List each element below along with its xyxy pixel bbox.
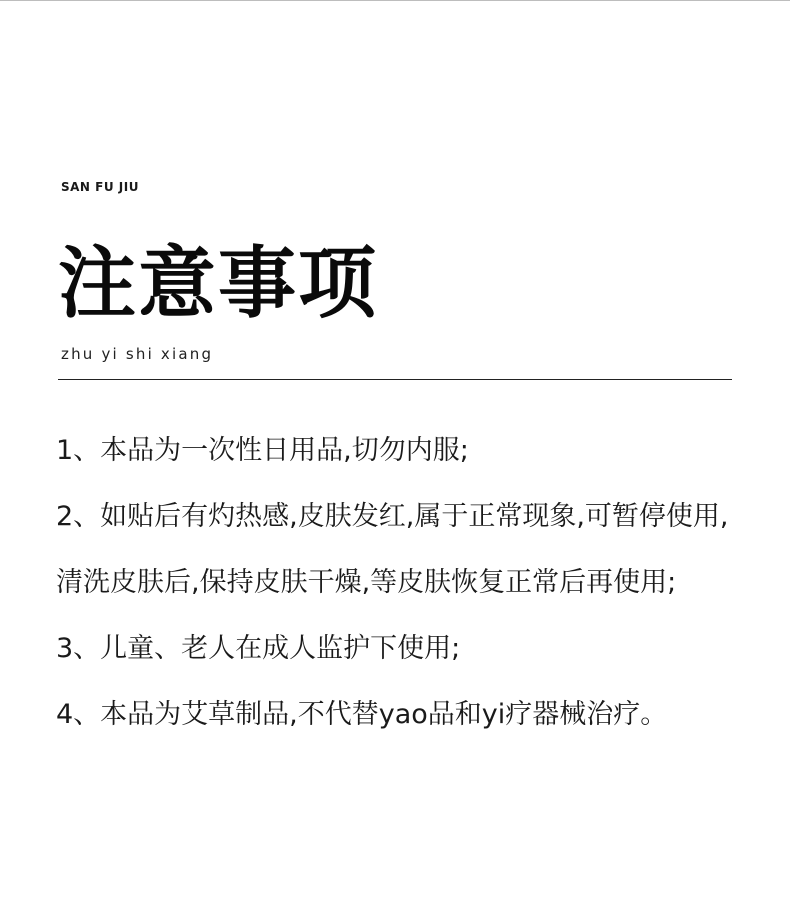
notes-list [56,418,746,748]
top-border [0,0,790,1]
note-item: 4、本品为艾草制品,不代替yao品和yi疗器械治疗。 [56,699,668,730]
note-item: 1、本品为一次性日用品,切勿内服; [56,435,469,466]
title-pinyin: zhu yi shi xiang [61,345,214,363]
brand-label: SAN FU JIU [61,180,139,194]
note-item: 2、如贴后有灼热感,皮肤发红,属于正常现象,可暂停使用,清洗皮肤后,保持皮肤干燥,等皮肤恢复正常后再使用; [56,501,729,598]
note-item: 3、儿童、老人在成人监护下使用; [56,633,461,664]
page-title: 注意事项 [58,239,379,329]
section-divider [58,379,732,380]
